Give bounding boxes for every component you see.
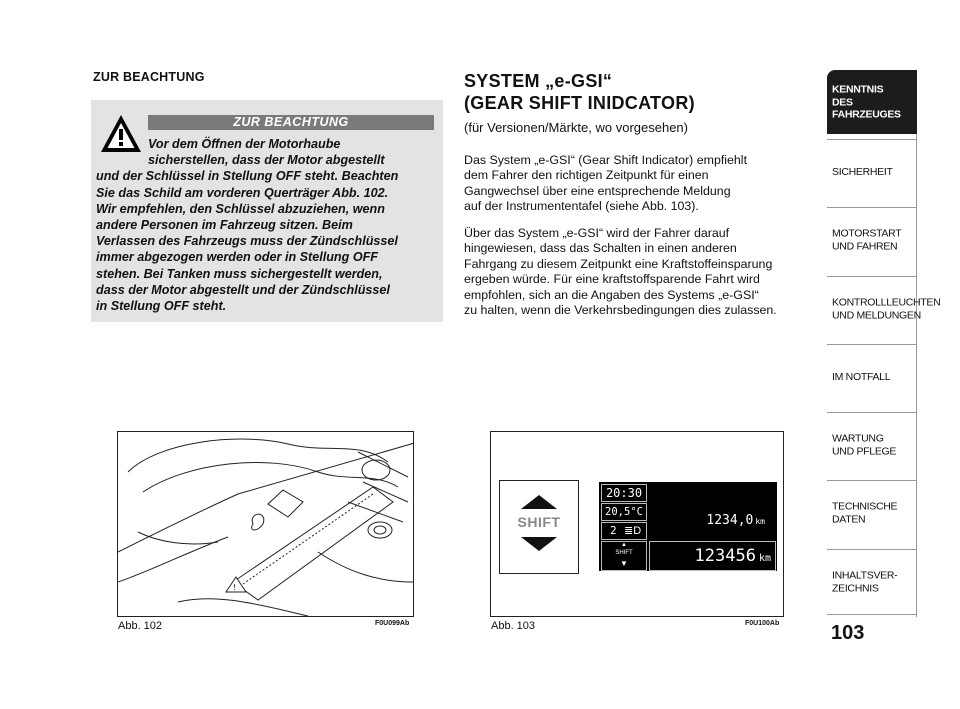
text-line: Fahrgang zu diesem Zeitpunkt eine Kraftstoffeinsparung: [464, 256, 773, 271]
tab-inhaltsverzeichnis[interactable]: [827, 549, 917, 615]
tab-label-line: KENNTNIS: [832, 83, 884, 96]
text-line: ergeben würde. Für eine kraftstoffsparende Fahrt wird: [464, 272, 760, 287]
odometer-unit: km: [758, 553, 771, 564]
page-title: [464, 70, 695, 114]
odometer: [649, 541, 776, 571]
text-line: auf der Instrumententafel (siehe Abb. 103).: [464, 199, 699, 214]
arrow-down-small-icon: ▼: [620, 559, 628, 568]
svg-text:!: !: [233, 583, 237, 592]
figure-caption: Abb. 102: [118, 620, 163, 632]
tab-label-line: INHALTSVER-: [832, 569, 898, 582]
text-line: dem Fahrer den richtigen Zeitpunkt für einen: [464, 168, 709, 183]
tab-label: [832, 501, 897, 526]
tab-label-line: MOTORSTART: [832, 227, 902, 240]
instrument-display: [599, 482, 777, 571]
text-line: Das System „e-GSI“ (Gear Shift Indicator) empfiehlt: [464, 153, 748, 167]
tab-label: [832, 570, 897, 595]
title-line: SYSTEM „e-GSI“: [464, 71, 613, 91]
page-number: 103: [831, 622, 865, 644]
tab-label-line: DATEN: [832, 513, 866, 525]
figure-caption: Abb. 103: [491, 620, 536, 632]
arrow-down-icon: [521, 537, 557, 551]
trip-meter: [651, 503, 775, 538]
tab-label-line: WARTUNG: [832, 432, 884, 445]
warning-line: und der Schlüssel in Stellung OFF steht. Beachten: [96, 169, 399, 184]
tab-label: [832, 433, 896, 458]
tab-label: [832, 297, 940, 322]
trip-value: 1234,0: [706, 513, 754, 528]
odometer-value: 123456: [694, 546, 756, 566]
paragraph-2: [464, 226, 810, 318]
tab-label: SICHERHEIT: [832, 165, 893, 178]
subtitle: (für Versionen/Märkte, wo vorgesehen): [464, 120, 688, 135]
warning-line: andere Personen im Fahrzeug sitzen. Beim: [96, 218, 353, 233]
paragraph-1: [464, 153, 810, 215]
text-line: Über das System „e-GSI“ wird der Fahrer darauf: [464, 226, 730, 240]
arrow-up-small-icon: ▲: [621, 542, 627, 548]
warning-text: [96, 136, 438, 314]
tab-label: [832, 83, 917, 121]
tab-label-line: KONTROLLLEUCHTEN: [832, 296, 941, 309]
figure-gsi-display: [490, 431, 784, 617]
warning-line: stehen. Bei Tanken muss sichergestellt werden,: [96, 266, 383, 281]
tab-label-line: UND FAHREN: [832, 240, 898, 252]
tab-label-line: UND PFLEGE: [832, 445, 897, 457]
text-line: Gangwechsel über eine entsprechende Meldung: [464, 183, 731, 198]
text-line: zu halten, wenn die Verkehrsbedingungen dies zulassen.: [464, 303, 777, 318]
figure-engine-bay: [117, 431, 414, 617]
tab-im-notfall[interactable]: [827, 344, 917, 409]
gear-row: [601, 522, 647, 540]
warning-line: Sie das Schild am vorderen Querträger Abb. 102.: [96, 185, 389, 200]
trip-unit: km: [755, 517, 765, 526]
tab-label-line: UND MELDUNGEN: [832, 309, 921, 321]
engine-bay-illustration: [118, 432, 413, 616]
arrow-up-icon: [521, 495, 557, 509]
tab-wartung[interactable]: [827, 412, 917, 477]
tab-label-line: DES FAHRZEUGES: [832, 95, 901, 121]
warning-line: Wir empfehlen, den Schlüssel abzuziehen, wenn: [96, 201, 385, 216]
warning-line: Vor dem Öffnen der Motorhaube: [148, 137, 341, 151]
tab-technische-daten[interactable]: [827, 480, 917, 545]
warning-line: immer abgezogen werden oder in Stellung OFF: [96, 250, 378, 265]
headlight-icon: ≣D: [624, 525, 642, 537]
section-heading-warning: ZUR BEACHTUNG: [93, 70, 205, 84]
shift-small-indicator: [601, 541, 647, 571]
figure-code: F0U099Ab: [375, 620, 410, 627]
tab-kenntnis[interactable]: [827, 70, 917, 134]
tab-label: IM NOTFALL: [832, 370, 891, 383]
warning-line: dass der Motor abgestellt und der Zündschlüssel: [96, 282, 390, 297]
tab-kontrollleuchten[interactable]: [827, 276, 941, 341]
outside-temperature: 20,5°C: [601, 503, 647, 521]
tab-motorstart[interactable]: [827, 207, 917, 272]
tab-sicherheit[interactable]: [827, 139, 917, 204]
gear-value: 2: [610, 524, 617, 537]
tab-label: [832, 228, 901, 253]
warning-line: in Stellung OFF steht.: [96, 299, 227, 314]
text-line: hingewiesen, dass das Schalten in einen anderen: [464, 241, 737, 256]
warning-bar-label: ZUR BEACHTUNG: [148, 115, 434, 130]
title-line: (GEAR SHIFT INIDCATOR): [464, 93, 695, 113]
warning-line: Verlassen des Fahrzeugs muss der Zündschlüssel: [96, 234, 398, 249]
warning-line: sicherstellen, dass der Motor abgestellt: [148, 153, 385, 168]
tab-label-line: TECHNISCHE: [832, 500, 898, 513]
clock: 20:30: [601, 484, 647, 502]
text-line: empfohlen, sich an die Angaben des Systems „e-GSI“: [464, 287, 759, 302]
shift-small-label: SHIFT: [615, 550, 633, 556]
shift-indicator: [499, 480, 579, 574]
tab-label-line: ZEICHNIS: [832, 582, 879, 594]
figure-code: F0U100Ab: [745, 620, 780, 627]
shift-label: SHIFT: [517, 514, 561, 530]
